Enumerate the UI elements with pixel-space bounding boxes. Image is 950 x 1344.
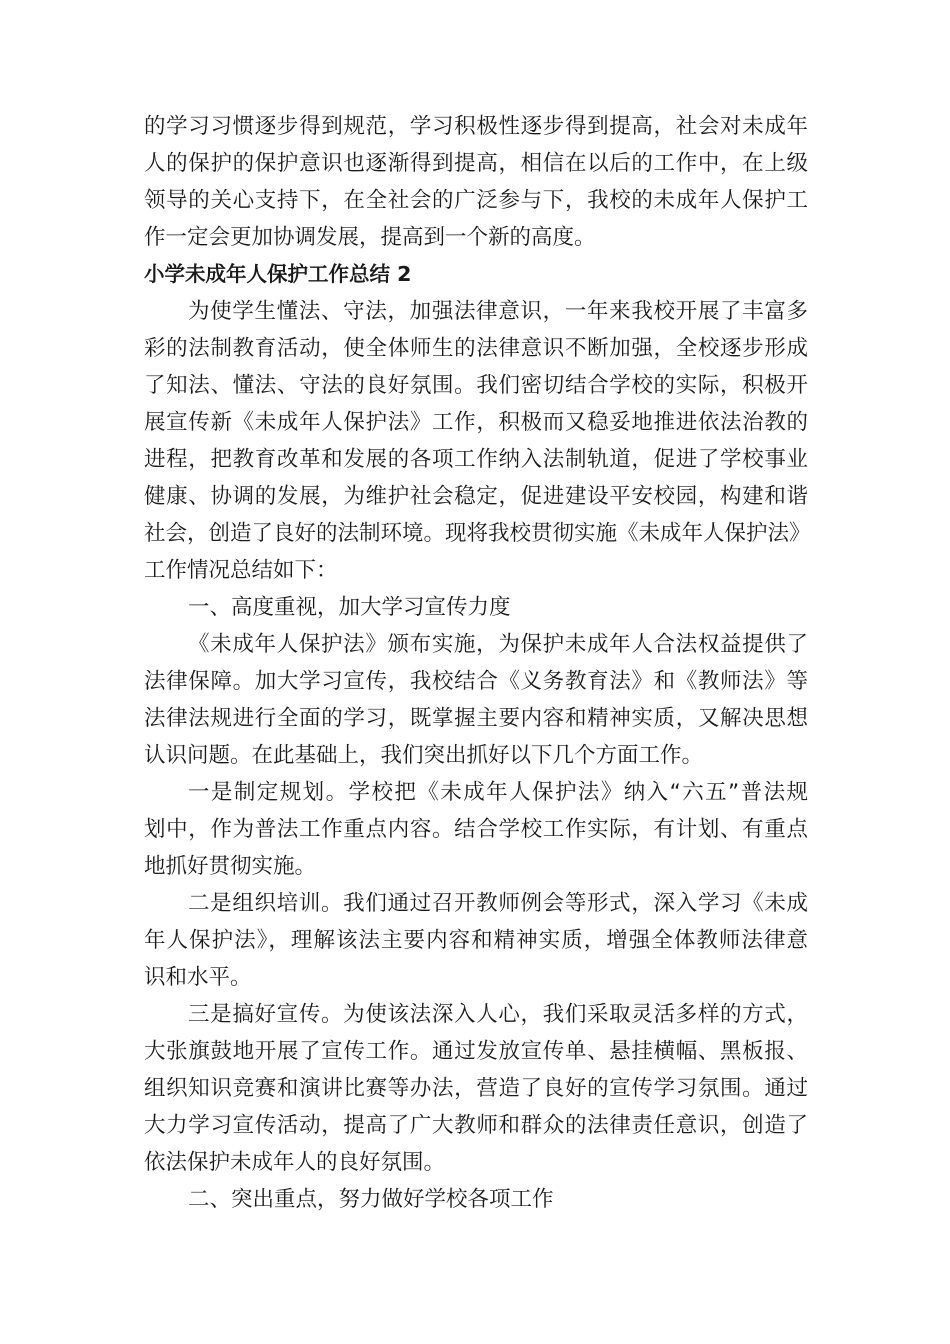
text-line: 的学习习惯逐步得到规范，学习积极性逐步得到提高，社会对未成年 (144, 114, 808, 139)
document-page (144, 108, 811, 1218)
text-line: 年人保护法》，理解该法主要内容和精神实质，增强全体教师法律意 (144, 928, 808, 953)
text-line: 地抓好贯彻实施。 (144, 854, 317, 879)
text-line: 领导的关心支持下，在全社会的广泛参与下，我校的未成年人保护工 (144, 188, 808, 213)
paragraph (144, 626, 808, 774)
text-line: 健康、协调的发展，为维护社会稳定，促进建设平安校园，构建和谐 (144, 484, 808, 509)
text-line: 识和水平。 (144, 965, 252, 990)
text-line: 法律保障。加大学习宣传，我校结合《义务教育法》和《教师法》等 (144, 669, 808, 694)
paragraph (144, 108, 808, 256)
text-line: 三是搞好宣传。为使该法深入人心，我们采取灵活多样的方式， (188, 1002, 808, 1027)
heading-text: 小学未成年人保护工作总结 2 (144, 262, 412, 286)
text-line: 彩的法制教育活动，使全体师生的法律意识不断加强，全校逐步形成 (144, 336, 808, 361)
paragraph (144, 589, 808, 626)
paragraph (144, 293, 811, 589)
text-line: 认识问题。在此基础上，我们突出抓好以下几个方面工作。 (144, 743, 704, 768)
text-line: 划中，作为普法工作重点内容。结合学校工作实际，有计划、有重点 (144, 817, 808, 842)
text-line: 了知法、懂法、守法的良好氛围。我们密切结合学校的实际，积极开 (144, 373, 808, 398)
text-line: 大张旗鼓地开展了宣传工作。通过发放宣传单、悬挂横幅、黑板报、 (144, 1039, 808, 1064)
text-line: 依法保护未成年人的良好氛围。 (144, 1150, 446, 1175)
text-line: 一是制定规划。学校把《未成年人保护法》纳入“六五”普法规 (188, 780, 808, 805)
text-line: 《未成年人保护法》颁布实施，为保护未成年人合法权益提供了 (188, 632, 808, 657)
paragraph (144, 774, 808, 885)
text-line: 展宣传新《未成年人保护法》工作，积极而又稳妥地推进依法治教的 (144, 410, 808, 435)
text-line: 大力学习宣传活动，提高了广大教师和群众的法律责任意识，创造了 (144, 1113, 808, 1138)
paragraph (144, 1181, 808, 1218)
text-line: 为使学生懂法、守法，加强法律意识，一年来我校开展了丰富多 (188, 299, 808, 324)
text-line: 二是组织培训。我们通过召开教师例会等形式，深入学习《未成 (188, 891, 808, 916)
text-line: 一、高度重视，加大学习宣传力度 (188, 595, 511, 620)
text-line: 组织知识竞赛和演讲比赛等办法，营造了良好的宣传学习氛围。通过 (144, 1076, 808, 1101)
text-line: 人的保护的保护意识也逐渐得到提高，相信在以后的工作中，在上级 (144, 151, 808, 176)
text-line: 进程，把教育改革和发展的各项工作纳入法制轨道，促进了学校事业 (144, 447, 808, 472)
text-line: 工作情况总结如下： (144, 558, 338, 583)
text-line: 作一定会更加协调发展，提高到一个新的高度。 (144, 225, 596, 250)
text-line: 社会，创造了良好的法制环境。现将我校贯彻实施《未成年人保护法》 (144, 521, 811, 546)
section-heading (144, 256, 808, 293)
text-line: 二、突出重点，努力做好学校各项工作 (188, 1187, 554, 1212)
text-line: 法律法规进行全面的学习，既掌握主要内容和精神实质，又解决思想 (144, 706, 808, 731)
paragraph (144, 885, 808, 996)
paragraph (144, 996, 808, 1181)
